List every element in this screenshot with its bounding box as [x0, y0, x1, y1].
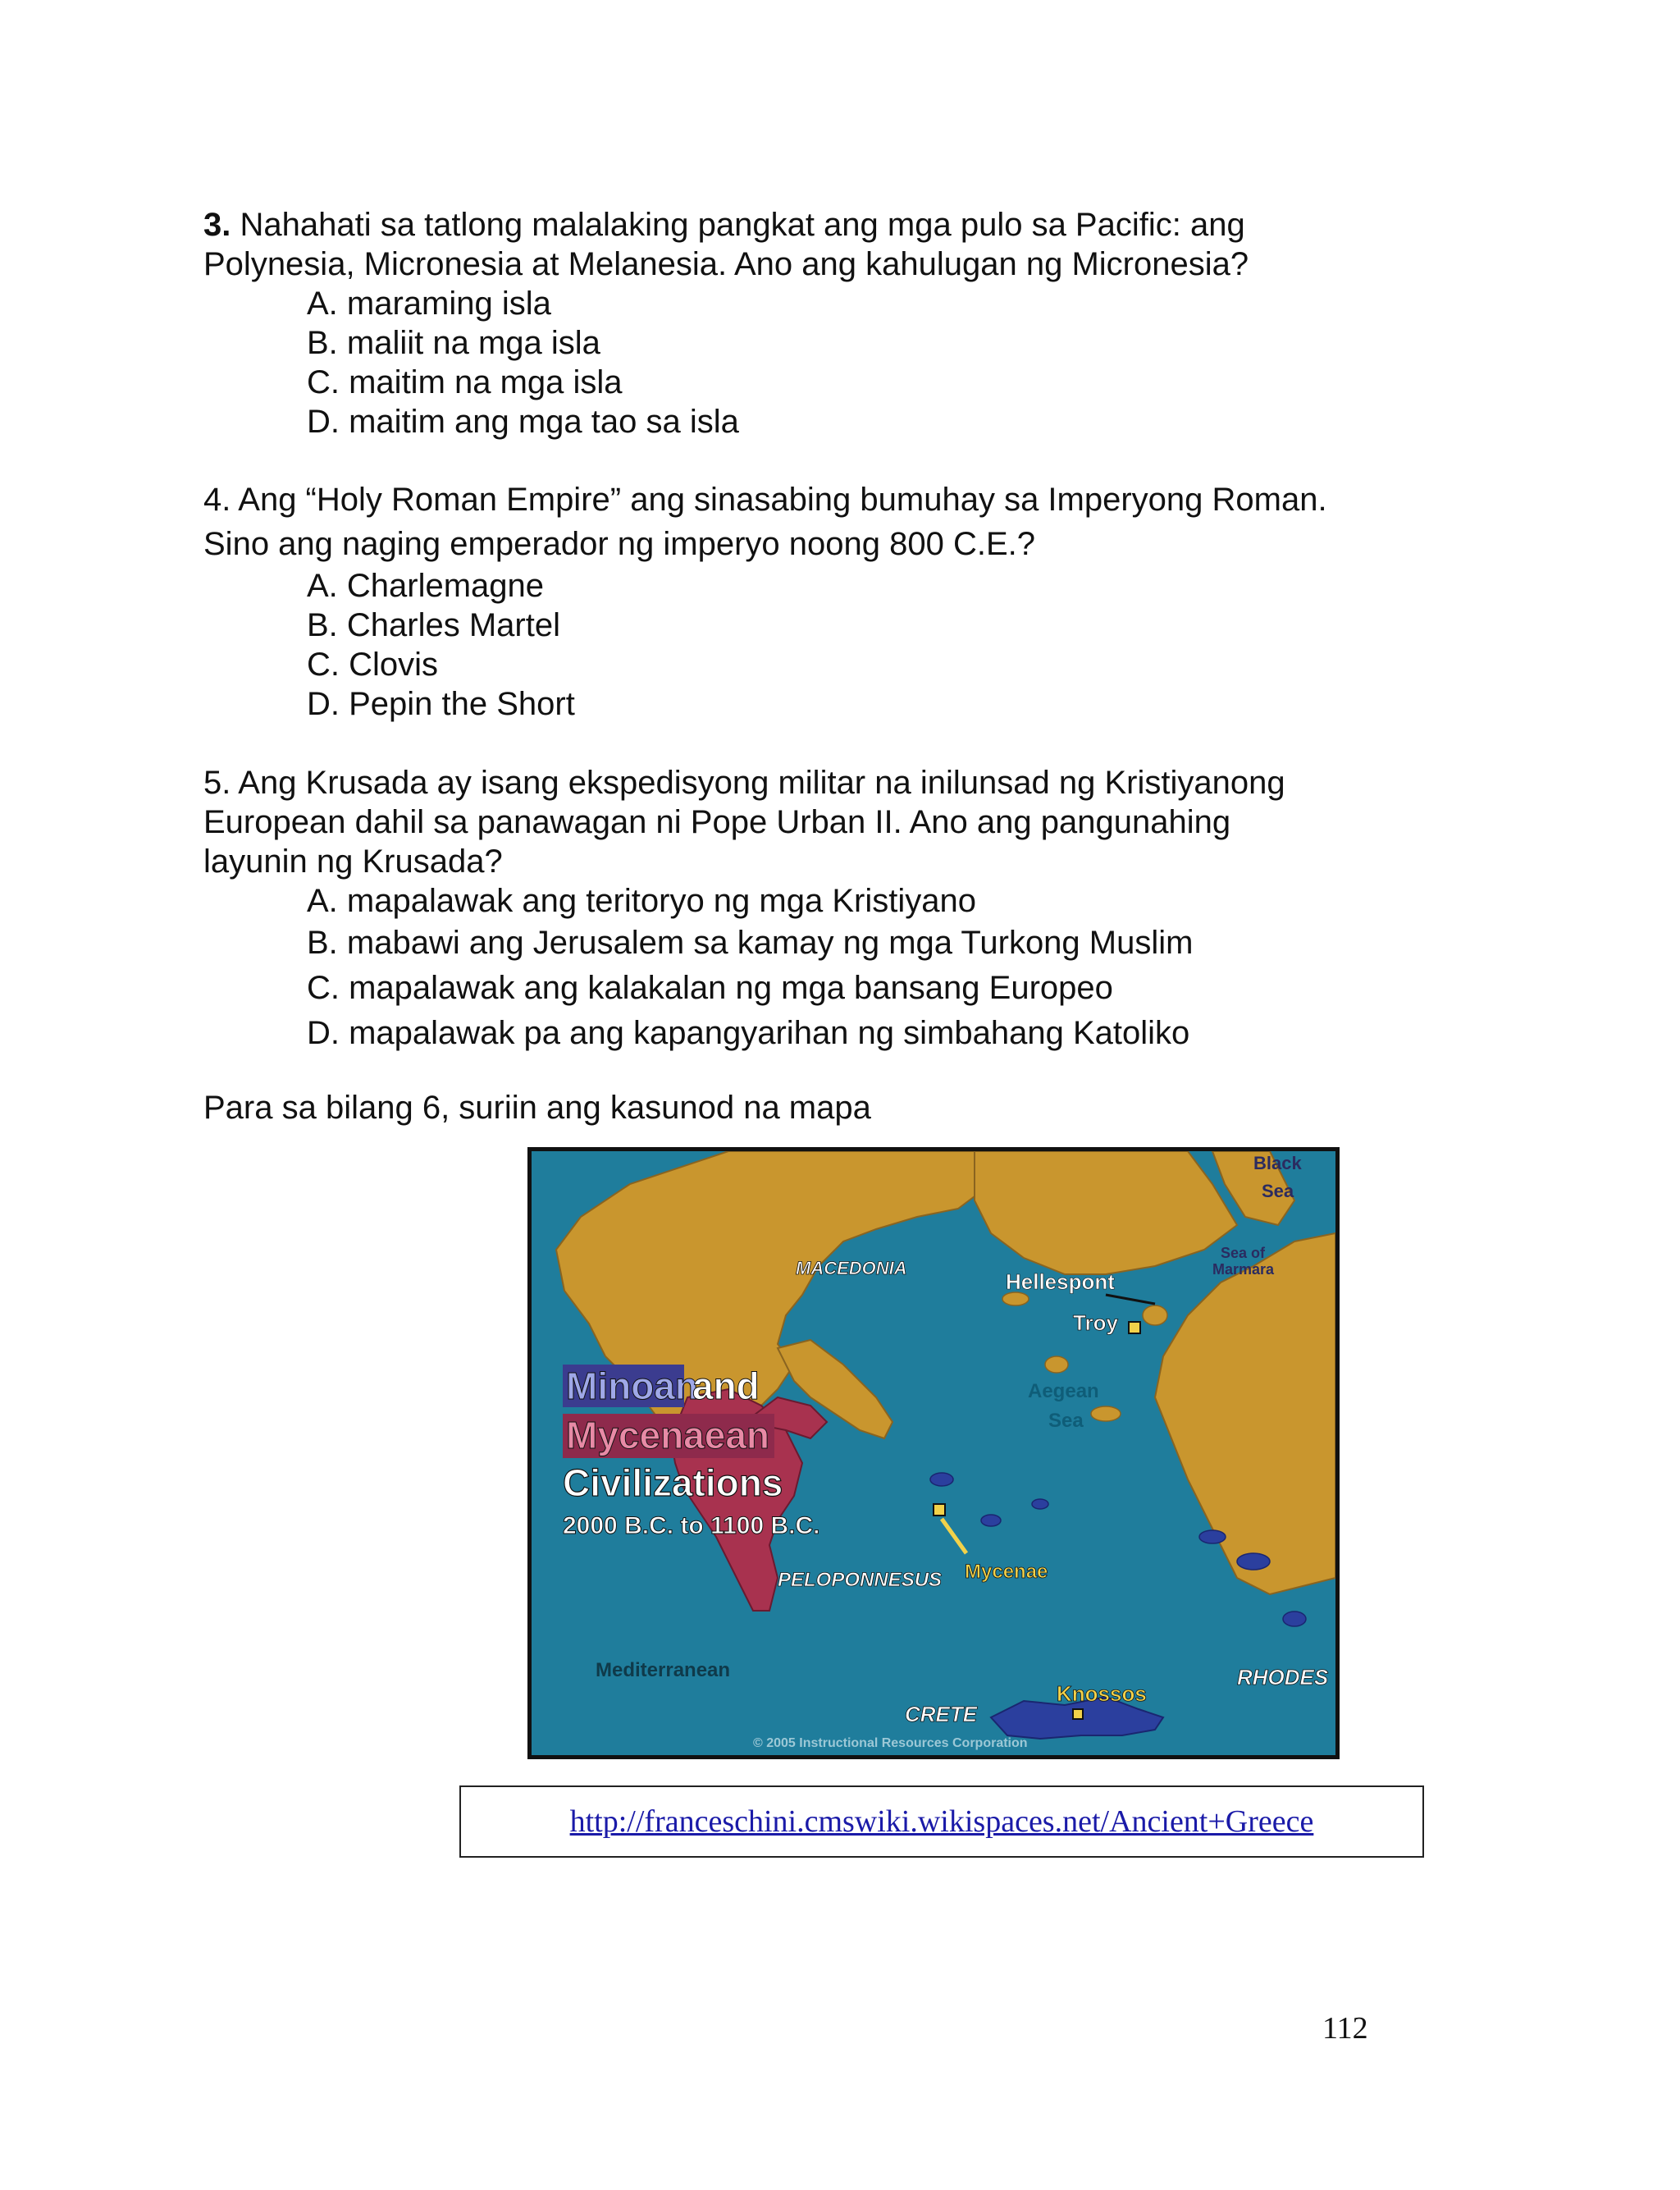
- choice-a: A. maraming isla: [307, 286, 551, 322]
- label-mediterranean: Mediterranean: [596, 1659, 731, 1681]
- title-minoan: Minoan: [566, 1365, 698, 1407]
- question-number: 5.: [203, 765, 231, 801]
- question-number: 4.: [203, 482, 231, 518]
- label-black-sea-2: Sea: [1262, 1181, 1294, 1201]
- choice-d: D. maitim ang mga tao sa isla: [307, 404, 739, 440]
- title-civilizations: Civilizations: [563, 1461, 783, 1504]
- choice-list: [203, 284, 1483, 441]
- choice-list: [203, 566, 1483, 724]
- label-aegean-1: Aegean: [1028, 1380, 1099, 1402]
- label-troy: Troy: [1073, 1310, 1118, 1335]
- title-dates: 2000 B.C. to 1100 B.C.: [563, 1512, 820, 1539]
- question-5: [203, 763, 1483, 1056]
- choice-d: D. Pepin the Short: [307, 686, 575, 722]
- choice-c: C. maitim na mga isla: [307, 364, 623, 400]
- question-3: [203, 205, 1483, 441]
- choice-c: C. mapalawak ang kalakalan ng mga bansang Europeo: [307, 970, 1113, 1006]
- island: [930, 1473, 953, 1486]
- choice-c: C. Clovis: [307, 647, 439, 683]
- map-intro-text: Para sa bilang 6, suriin ang kasunod na mapa: [203, 1090, 871, 1126]
- source-link[interactable]: http://franceschini.cmswiki.wikispaces.net/Ancient+Greece: [569, 1804, 1314, 1839]
- map-copyright: © 2005 Instructional Resources Corporation: [753, 1736, 1028, 1750]
- label-mycenae: Mycenae: [965, 1561, 1048, 1583]
- label-peloponnesus: PELOPONNESUS: [778, 1569, 943, 1591]
- island: [1002, 1292, 1029, 1305]
- source-url-box: [459, 1785, 1424, 1858]
- question-number: 3.: [203, 207, 231, 243]
- map-illustration: [532, 1151, 1335, 1755]
- island: [1199, 1530, 1226, 1543]
- island: [1143, 1305, 1167, 1325]
- island: [1237, 1553, 1270, 1570]
- island: [1045, 1356, 1068, 1373]
- label-marmara-2: Marmara: [1212, 1261, 1275, 1278]
- question-stem: 3. Nahahati sa tatlong malalaking pangkat ang mga pulo sa Pacific: ang Polynesia, Micronesia at Melanesia. Ano ang kahulugan ng Micronesia?: [203, 207, 1249, 282]
- title-and: and: [692, 1365, 760, 1407]
- label-marmara-1: Sea of: [1221, 1245, 1266, 1261]
- mycenae-marker: [934, 1504, 945, 1516]
- choice-a: A. Charlemagne: [307, 568, 545, 604]
- title-mycenaean: Mycenaean: [566, 1414, 770, 1456]
- question-4: [203, 478, 1483, 724]
- page-number: 112: [1322, 2011, 1368, 2046]
- greece-map-figure: [527, 1147, 1340, 1759]
- choice-b: B. mabawi ang Jerusalem sa kamay ng mga Turkong Muslim: [307, 925, 1194, 961]
- label-black-sea-1: Black: [1253, 1153, 1302, 1173]
- island: [1283, 1612, 1306, 1626]
- label-macedonia: MACEDONIA: [796, 1258, 907, 1278]
- label-hellespont: Hellespont: [1006, 1269, 1115, 1294]
- island: [981, 1515, 1001, 1526]
- troy-marker: [1129, 1322, 1140, 1333]
- choice-a: A. mapalawak ang teritoryo ng mga Kristiyano: [307, 883, 976, 919]
- label-crete: CRETE: [905, 1702, 978, 1726]
- label-knossos: Knossos: [1057, 1681, 1147, 1706]
- label-rhodes: RHODES: [1237, 1665, 1329, 1689]
- question-stem: 4. Ang “Holy Roman Empire” ang sinasabing bumuhay sa Imperyong Roman. Sino ang naging emperador ng imperyo noong 800 C.E.?: [203, 482, 1327, 562]
- choice-b: B. maliit na mga isla: [307, 325, 600, 361]
- island: [1032, 1499, 1048, 1509]
- question-stem: 5. Ang Krusada ay isang ekspedisyong militar na inilunsad ng Kristiyanong European dahil sa panawagan ni Pope Urban II. Ano ang pangunahing layunin ng Krusada?: [203, 765, 1285, 880]
- label-aegean-2: Sea: [1048, 1410, 1084, 1432]
- choice-b: B. Charles Martel: [307, 607, 560, 643]
- choice-d: D. mapalawak pa ang kapangyarihan ng simbahang Katoliko: [307, 1015, 1190, 1051]
- knossos-marker: [1073, 1709, 1083, 1719]
- choice-list: [203, 881, 1483, 1056]
- island: [1091, 1406, 1121, 1421]
